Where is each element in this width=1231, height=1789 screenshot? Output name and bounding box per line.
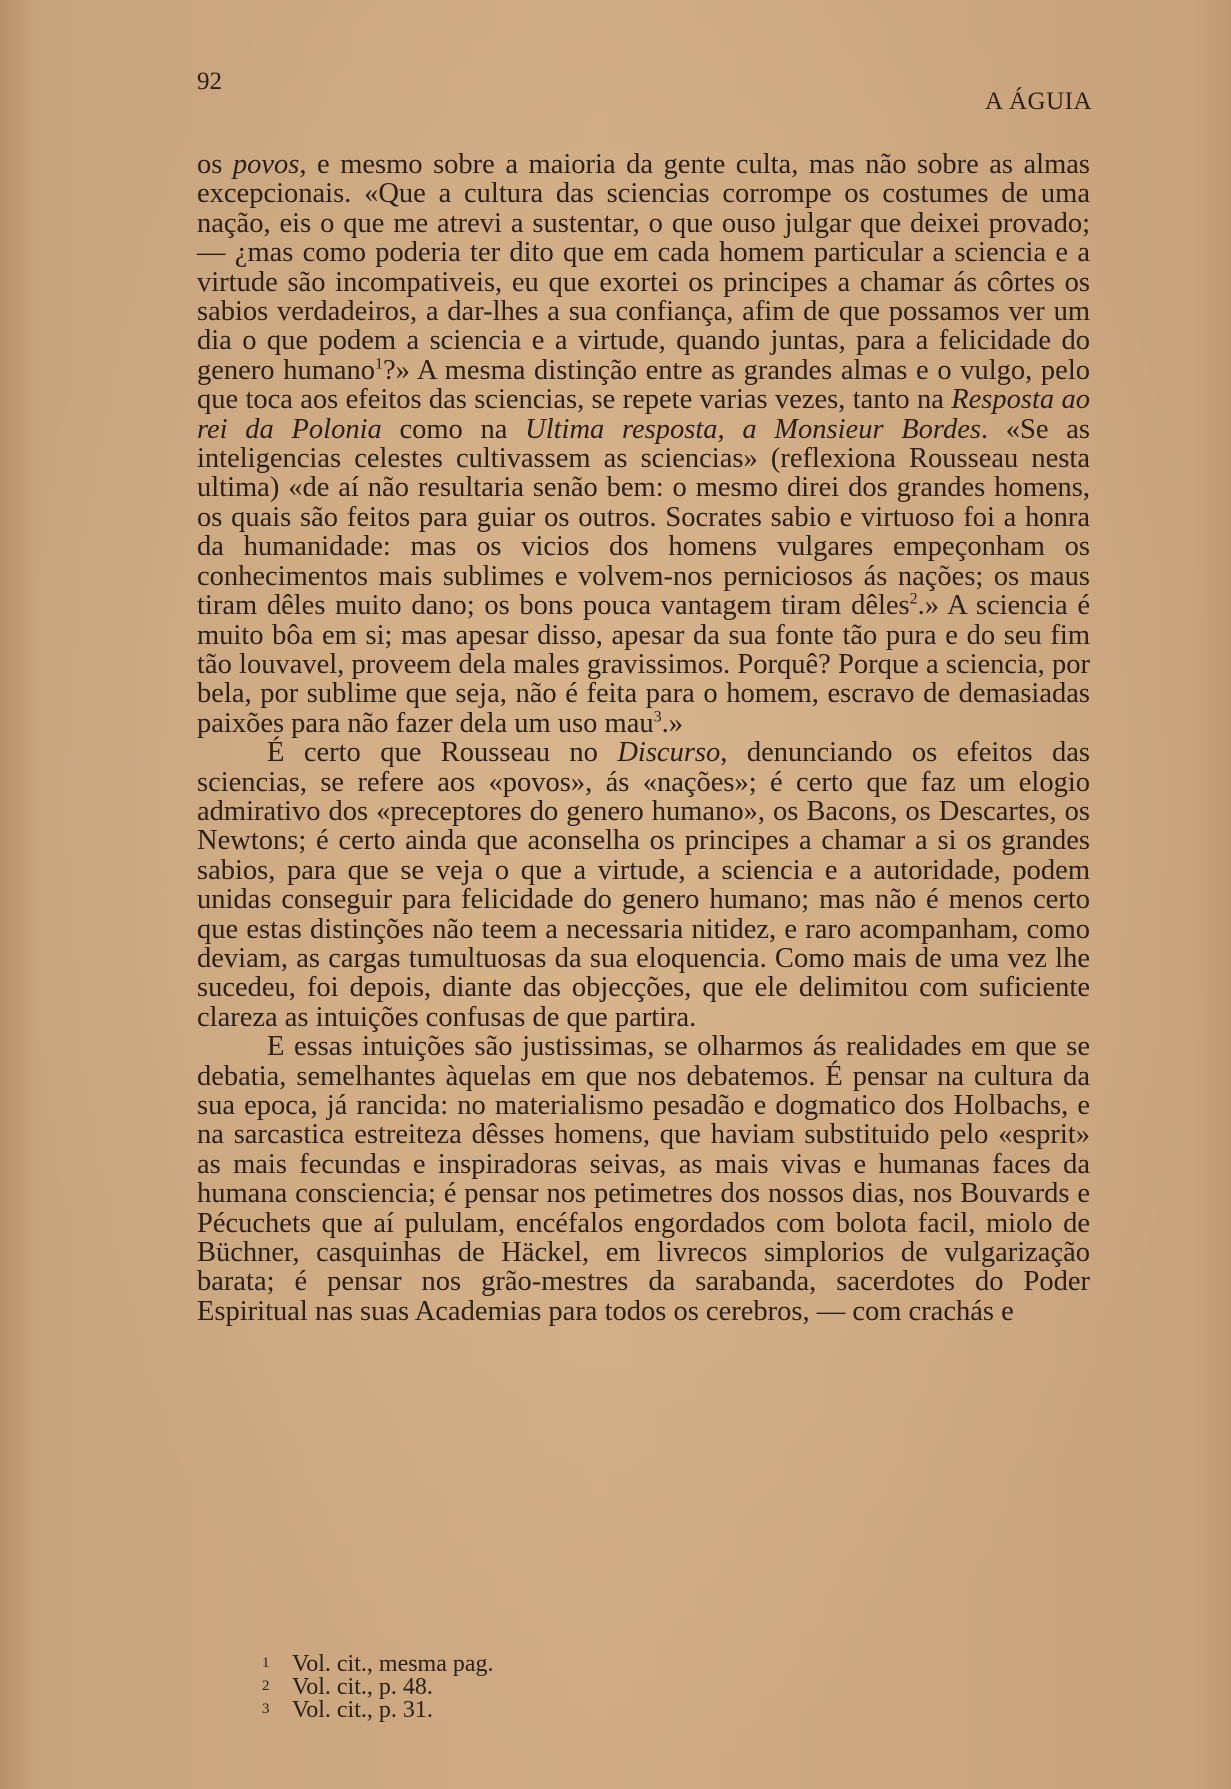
text-run: .»	[661, 707, 683, 739]
body-text	[197, 150, 1090, 1326]
text-run: E essas intuições são justissimas, se olharmos ás realidades em que se debatia, semelhantes àquelas em que nos debatemos. É pensar na cultura da sua epoca, já rancida: no materialismo pesadão e dogmatico dos Holbachs, e na sarcastica estreiteza dêsses homens, que haviam substituido pelo «esprit» as mais fecundas e inspiradoras seivas, as mais vivas e humanas faces da humana consciencia; é pensar nos petimetres dos nossos dias, nos Bouvards e Pécuchets que aí pululam, encéfalos engordados com bolota facil, miolo de Büchner, casquinhas de Häckel, em livrecos simplorios de vulgarização barata; é pensar nos grão-mestres da sarabanda, sacerdotes do Poder Espiritual nas suas Academias para todos os cerebros, — com crachás e	[197, 1031, 1090, 1327]
text-run: , denunciando os efeitos das sciencias, se refere aos «povos», ás «nações»; é certo que faz um elogio admirativo dos «preceptores do genero humano», os Bacons, os Descartes, os Newtons; é certo ainda que aconselha os principes a chamar a si os grandes sabios, para que se veja o que a virtude, a sciencia e a autoridade, podem unidas conseguir para felicidade do genero humano; mas não é menos certo que estas distinções não teem a necessaria nitidez, e raro acompanham, como deviam, as cargas tumultuosas da sua eloquencia. Como mais de uma vez lhe sucedeu, foi depois, diante das objecções, que ele delimitou com suficiente clareza as intuições confusas de que partira.	[197, 737, 1090, 1033]
footnote-mark: 1	[262, 1655, 270, 1671]
text-run: É certo que Rousseau no	[267, 737, 618, 769]
footnote-text: Vol. cit., mesma pag.	[292, 1651, 494, 1677]
footnote-reference: 1	[375, 355, 384, 373]
footnote-text: Vol. cit., p. 31.	[292, 1697, 433, 1723]
text-run: os	[197, 149, 233, 180]
footnote	[262, 1652, 494, 1675]
footnote-reference: 2	[909, 590, 918, 608]
footnote	[262, 1675, 494, 1698]
footnote-mark: 3	[262, 1701, 270, 1717]
page-header	[197, 68, 1092, 115]
footnotes	[262, 1652, 494, 1721]
italic-text: Ultima resposta, a Monsieur Bordes	[525, 413, 981, 445]
footnote	[262, 1698, 494, 1721]
text-run: . «Se as inteligencias celestes cultivassem as sciencias» (reflexiona Rousseau nesta ultima) «de aí não resultaria senão bem: o mesmo direi dos grandes homens, os quais são feitos para guiar os outros. Socrates sabio e virtuoso foi a honra da humanidade: mas os vicios dos homens vulgares empeçonham os conhecimentos mais sublimes e volvem-nos perniciosos ás nações; os maus tiram dêles muito dano; os bons pouca vantagem tiram dêles	[197, 413, 1090, 622]
text-run: como na	[381, 413, 526, 445]
italic-text: povos	[232, 149, 300, 180]
italic-text: Resposta ao rei da Polonia	[197, 384, 1090, 445]
footnote-reference: 3	[653, 708, 662, 726]
italic-text: Discurso	[617, 737, 721, 769]
footnote-mark: 2	[262, 1678, 270, 1694]
paragraph	[197, 1032, 1090, 1326]
page-number: 92	[197, 68, 222, 95]
paragraph	[197, 150, 1090, 738]
text-run: .» A sciencia é muito bôa em si; mas apesar disso, apesar da sua fonte tão pura e do seu fim tão louvavel, proveem dela males gravissimos. Porquê? Porque a sciencia, por bela, por sublime que seja, não é feita para o homem, escravo de demasiadas paixões para não fazer dela um uso mau	[197, 590, 1090, 739]
text-run: , e mesmo sobre a maioria da gente culta, mas não sobre as almas excepcionais. «Que a cultura das sciencias corrompe os costumes de uma nação, eis o que me atrevi a sustentar, o que ouso julgar que deixei provado; — ¿mas como poderia ter dito que em cada homem particular a sciencia e a virtude são incompativeis, eu que exortei os principes a chamar ás côrtes os sabios verdadeiros, a dar-lhes a sua confiança, afim de que possamos ver um dia o que podem a sciencia e a virtude, quando juntas, para a felicidade do genero humano	[197, 149, 1091, 386]
running-title: A ÁGUIA	[985, 88, 1092, 115]
paragraph	[197, 738, 1090, 1032]
text-run: ?» A mesma distinção entre as grandes almas e o vulgo, pelo que toca aos efeitos das sciencias, se repete varias vezes, tanto na	[197, 354, 1090, 416]
footnote-text: Vol. cit., p. 48.	[292, 1674, 433, 1700]
